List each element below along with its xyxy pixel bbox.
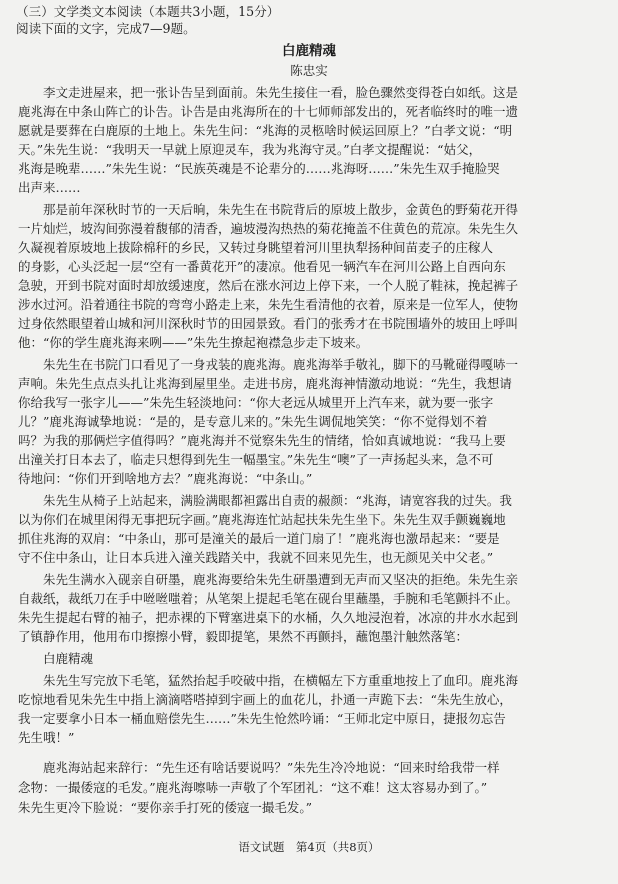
text-line: 那是前年深秋时节的一天后晌，朱先生在书院背后的原坡上散步，金黄色的野菊花开得 bbox=[18, 202, 519, 217]
text-line: 朱先生满水入砚亲自研墨，鹿兆海要给朱先生研墨遭到无声而又坚决的拒绝。朱先生亲 bbox=[18, 572, 519, 587]
text-line: 过身依然眼望着山城和河川深秋时节的田园景致。看门的张秀才在书院围墙外的坡田上呼叫 bbox=[18, 316, 519, 331]
text-line: 朱先生提起右臂的袖子，把赤裸的下臂塞进桌下的水桶，久久地浸泡着，冰凉的井水水起到 bbox=[18, 610, 519, 625]
text-line: 急驶，开到书院对面时却放缓速度，然后在涨水河边上停下来，一个人脱了鞋袜，挽起裤子 bbox=[18, 278, 519, 293]
text-line: 声响。朱先生点点头扎让兆海到屋里坐。走进书房，鹿兆海神情激动地说：“先生，我想请 bbox=[18, 376, 512, 391]
page-footer: 语文试题 第4页（共8页） bbox=[238, 840, 380, 854]
text-line: 吃惊地看见朱先生中指上滴滴嗒嗒掉到宇画上的血花儿，扑通一声跪下去：“朱先生放心， bbox=[18, 692, 512, 707]
text-line: 自裁纸，裁纸刀在手中咝咝嗤着；从笔架上提起毛笔在砚台里蘸墨，手腕和毛笔颤抖不止。 bbox=[18, 591, 519, 606]
text-line: 抓住兆海的双肩：“中条山，那可是潼关的最后一道门扇了！”鹿兆海也激昂起来：“要是 bbox=[18, 531, 500, 546]
text-line: 李文走进屋来，把一张讣告呈到面前。朱先生接住一看，脸色骤然变得苍白如纸。这是 bbox=[18, 85, 519, 100]
text-line: 朱先生从椅子上站起来，满脸满眼都袒露出自责的赧颜：“兆海，请宽容我的过失。我 bbox=[18, 493, 512, 508]
text-line: 他：“你的学生鹿兆海来咧——”朱先生撩起袍襟急步走下坡来。 bbox=[18, 335, 369, 350]
text-line: 天。”朱先生说：“我明天一早就上原迎灵车，我为兆海守灵。”白孝文提醒说：“姑父， bbox=[18, 142, 482, 157]
text-line: 一片灿烂，坡沟间弥漫着馥郁的清香，遍坡漫沟热热的菊花掩盖不住黄色的荒凉。朱先生久 bbox=[18, 221, 519, 236]
text-line: 出潼关打日本去了，临走只想得到先生一幅墨宝。”朱先生“噢”了一声扬起头来，急不可 bbox=[18, 452, 494, 467]
text-line: 的身影，心头泛起一层“空有一番黄花开”的凄凉。他看见一辆汽车在河川公路上自西向东 bbox=[18, 259, 506, 274]
story-author: 陈忠实 bbox=[290, 63, 328, 78]
text-line: 待地问：“你们开到啥地方去？”鹿兆海说：“中条山。” bbox=[18, 471, 313, 486]
text-line: 我一定要拿小日本一桶血赔偿先生……”朱先生怆然吟诵：“王师北定中原日，捷报勿忘告 bbox=[18, 711, 506, 726]
text-line: 兆海是晚辈……”朱先生说：“民族英魂是不论辈分的……兆海呀……”朱先生双手掩脸哭 bbox=[18, 161, 500, 176]
story-title: 白鹿精魂 bbox=[282, 43, 336, 59]
text-line: 以为你们在城里闲得无事把玩字画。”鹿兆海连忙站起扶朱先生坐下。朱先生双手颤巍巍地 bbox=[18, 512, 506, 527]
text-line: 朱先生写完放下毛笔，猛然抬起手咬破中指，在横幅左下方重重地按上了血印。鹿兆海 bbox=[18, 673, 519, 688]
text-line: 念物：一撮倭寇的毛发。”鹿兆海嚓哧一声敬了个军团礼：“这不难！这太容易办到了。” bbox=[18, 780, 488, 795]
text-line: 先生哦！” bbox=[18, 730, 75, 745]
text-line: 守不住中条山，让日本兵进入潼关践踏关中，我就不回来见先生，也无颜见关中父老。” bbox=[18, 550, 494, 565]
text-line: 鹿兆海在中条山阵亡的讣告。讣告是由兆海所在的十七师师部发出的，死者临终时的唯一遗 bbox=[18, 104, 519, 119]
text-line: 鹿兆海站起来辞行：“先生还有啥话要说吗？”朱先生冷冷地说：“回来时给我带一样 bbox=[18, 760, 500, 775]
text-line: 你给我写一张字儿——”朱先生轻淡地问：“你大老远从城里开上汽车来，就为要一张字 bbox=[18, 395, 494, 410]
text-line: 吗？为我的那俩烂字值得吗？”鹿兆海并不觉察朱先生的情绪，恰如真诚地说：“我马上要 bbox=[18, 433, 506, 448]
instruction-text: 阅读下面的文字，完成7—9题。 bbox=[16, 21, 196, 36]
text-line: 出声来…… bbox=[18, 180, 81, 195]
text-line: 朱先生更冷下脸说：“要你亲手打死的倭寇一撮毛发。” bbox=[18, 800, 313, 815]
text-line: 久凝视着原坡地上拔除棉秆的乡民，又转过身眺望着河川里执犁扬种间苗麦子的庄稼人 bbox=[18, 240, 494, 255]
text-line: 朱先生在书院门口看见了一身戎装的鹿兆海。鹿兆海举手敬礼，脚下的马靴碰得嘎哧一 bbox=[18, 357, 519, 372]
section-heading: （三）文学类文本阅读（本题共3小题，15分） bbox=[16, 4, 280, 19]
text-line: 涉水过河。沿着通往书院的弯弯小路走上来，朱先生看清他的衣着，原来是一位军人，使物 bbox=[18, 297, 519, 312]
text-line: 白鹿精魂 bbox=[18, 651, 94, 666]
text-line: 愿就是要葬在白鹿原的土地上。朱先生问：“兆海的灵柩啥时候运回原上？”白孝文说：“明 bbox=[18, 123, 513, 138]
text-line: 了镇静作用，他用布巾擦擦小臂，毅即提笔，果然不再颤抖，蘸饱墨汁触然落笔： bbox=[18, 629, 469, 644]
text-line: 儿？”鹿兆海诚挚地说：“是的，是专意儿来的。”朱先生调侃地笑笑：“你不觉得划不着 bbox=[18, 414, 488, 429]
